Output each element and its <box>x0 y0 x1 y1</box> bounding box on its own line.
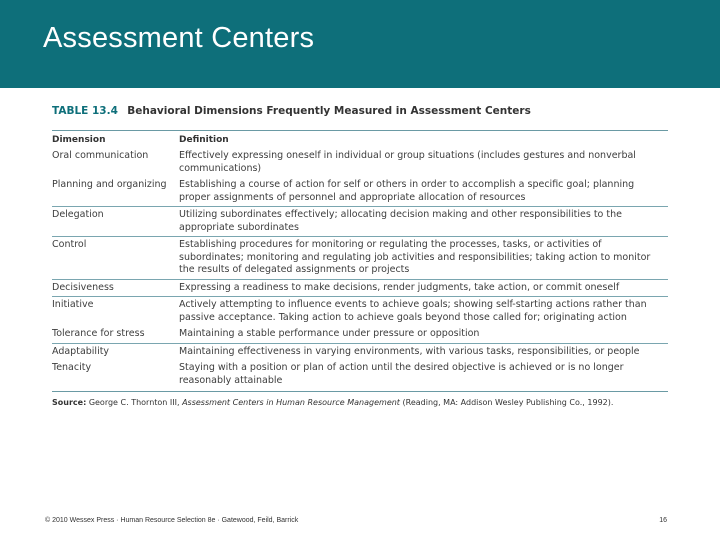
bottom-rule <box>52 391 668 392</box>
dimension-cell: Planning and organizing <box>52 179 167 190</box>
table-row <box>52 177 668 206</box>
table-row <box>52 360 668 389</box>
table-caption-text: Behavioral Dimensions Frequently Measured in Assessment Centers <box>127 105 531 117</box>
table-caption <box>52 104 668 118</box>
source-publisher: (Reading, MA: Addison Wesley Publishing Co., 1992). <box>402 398 614 407</box>
table-row <box>52 326 668 343</box>
title-bar <box>0 0 720 88</box>
column-header-definition: Definition <box>179 135 229 145</box>
dimension-cell: Oral communication <box>52 150 149 161</box>
dimension-cell: Delegation <box>52 209 104 220</box>
definition-cell: Utilizing subordinates effectively; allocating decision making and other responsibilities to the appropriate subordinates <box>179 209 622 233</box>
page-number: 16 <box>659 517 667 524</box>
definition-cell: Maintaining a stable performance under pressure or opposition <box>179 328 480 339</box>
dimension-cell: Decisiveness <box>52 281 114 293</box>
dimension-cell: Adaptability <box>52 345 110 357</box>
table-header-row <box>52 131 668 148</box>
definition-cell: Establishing procedures for monitoring or regulating the processes, tasks, or activities of subordinates; monitoring and regulating job activities and responsibilities; taking action to monitor the results of delegated assignments or projects <box>179 239 651 275</box>
source-book: Assessment Centers in Human Resource Management <box>182 398 400 407</box>
column-header-dimension: Dimension <box>52 135 106 145</box>
definition-cell: Effectively expressing oneself in individual or group situations (includes gestures and nonverbal communications) <box>179 150 636 174</box>
definition-cell: Expressing a readiness to make decisions, render judgments, take action, or commit oneself <box>179 281 620 293</box>
table-row <box>52 279 668 297</box>
footer-copyright: © 2010 Wessex Press · Human Resource Selection 8e · Gatewood, Feild, Barrick <box>45 517 299 524</box>
source-author: George C. Thornton III, <box>88 398 180 407</box>
definition-cell: Establishing a course of action for self or others in order to accomplish a specific goal; planning proper assignments of personnel and appropriate allocation of resources <box>179 179 635 203</box>
dimension-cell: Control <box>52 239 87 250</box>
definition-cell: Actively attempting to influence events to achieve goals; showing self-starting actions rather than passive acceptance. Taking action to achieve goals beyond those called for; originating action <box>179 299 647 323</box>
table-row <box>52 236 668 279</box>
table-row <box>52 206 668 236</box>
dimension-cell: Tenacity <box>52 362 92 373</box>
table-source <box>52 398 668 407</box>
source-label: Source: <box>52 398 87 407</box>
definition-cell: Maintaining effectiveness in varying environments, with various tasks, responsibilities, or people <box>179 345 640 357</box>
table-row <box>52 296 668 326</box>
slide-title: Assessment Centers <box>43 22 315 54</box>
dimension-cell: Initiative <box>52 299 94 310</box>
table-body <box>52 148 668 389</box>
table-figure <box>52 104 668 407</box>
definition-cell: Staying with a position or plan of action until the desired objective is achieved or is no longer reasonably attainable <box>179 362 624 386</box>
table-row <box>52 148 668 177</box>
dimension-cell: Tolerance for stress <box>52 328 145 339</box>
table-number: TABLE 13.4 <box>52 105 118 117</box>
table-row <box>52 343 668 361</box>
